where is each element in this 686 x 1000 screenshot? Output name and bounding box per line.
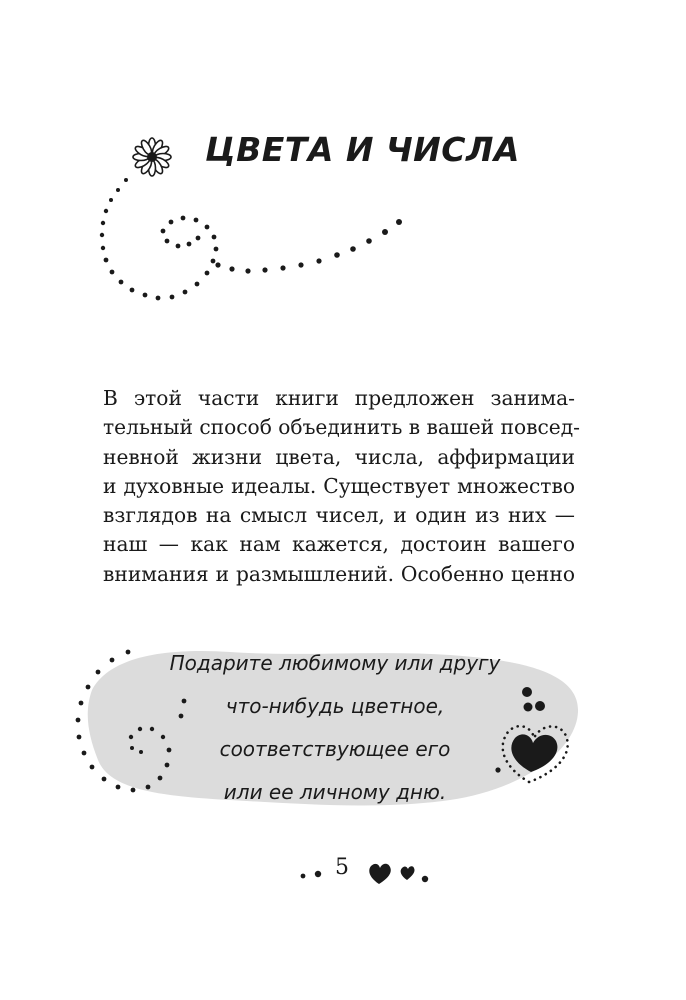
tip-line: соответствующее его <box>219 737 451 761</box>
tip-line: Подарите любимому или другу <box>169 651 501 675</box>
body-line: В этой части книги предложен занима- <box>103 386 575 410</box>
body-line: внимания и размышлений. Особенно ценно <box>103 561 575 586</box>
chapter-heading: ЦВЕТА И ЧИСЛА <box>205 130 520 169</box>
body-line: невной жизни цвета, числа, аффирмации <box>103 444 575 469</box>
heart-icon <box>401 866 415 880</box>
body-line: тельный способ объединить в вашей повсед- <box>103 415 580 440</box>
page-number: 5 <box>335 855 349 880</box>
body-line: взглядов на смысл чисел, и один из них — <box>103 503 575 528</box>
tip-line: или ее личному дню. <box>223 780 447 804</box>
heart-icon <box>369 864 391 884</box>
body-line: наш — как нам кажется, достоин вашего <box>103 532 575 557</box>
body-line: и духовные идеалы. Существует множество <box>103 473 575 498</box>
tip-line: что-нибудь цветное, <box>225 694 445 718</box>
